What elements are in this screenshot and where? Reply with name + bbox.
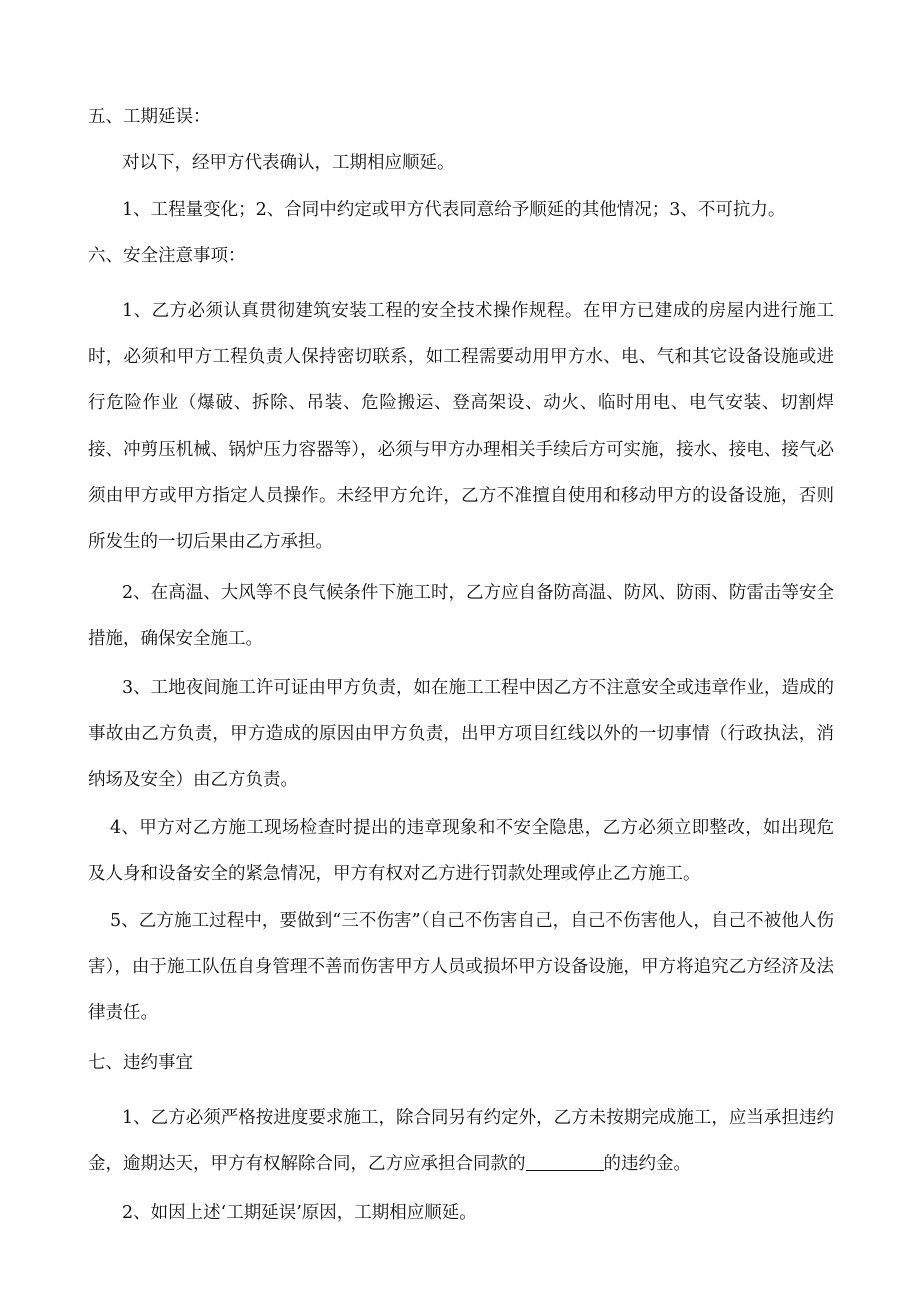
section6-item4: 4、甲方对乙方施工现场检查时提出的违章现象和不安全隐患，乙方必须立即整改，如出现危及人身和设备安全的紧急情况，甲方有权对乙方进行罚款处理或停止乙方施工。	[88, 818, 834, 885]
section6-item5: 5、乙方施工过程中，要做到“三不伤害”（自己不伤害自己，自己不伤害他人，自己不被他人伤害），由于施工队伍自身管理不善而伤害甲方人员或损坏甲方设备设施，甲方将追究乙方经济及法律责任。	[88, 911, 834, 1024]
section6-item1: 1、乙方必须认真贯彻建筑安装工程的安全技术操作规程。在甲方已建成的房屋内进行施工时，必须和甲方工程负责人保持密切联系，如工程需要动用甲方水、电、气和其它设备设施或进行危险作业（爆破、拆除、吊装、危险搬运、登高架设、动火、临时用电、电气安装、切割焊接、冲剪压机械、锅炉压力容器等），必须与甲方办理相关手续后方可实施，接水、接电、接气必须由甲方或甲方指定人员操作。未经甲方允许，乙方不准擅自使用和移动甲方的设备设施，否则所发生的一切后果由乙方承担。	[88, 301, 834, 553]
section7-item1-text: 1、乙方必须严格按进度要求施工，除合同另有约定外，乙方未按期完成施工，应当承担违约金，逾期达天，甲方有权解除合同，乙方应承担合同款的	[88, 1108, 834, 1175]
section7-item1	[88, 1095, 834, 1187]
section5-items: 1、工程量变化；2、合同中约定或甲方代表同意给予顺延的其他情况；3、不可抗力。	[122, 200, 786, 220]
section5-intro: 对以下，经甲方代表确认，工期相应顺延。	[122, 153, 455, 173]
fill-in-blank[interactable]	[526, 1153, 604, 1172]
section7-item2: 2、如因上述‘工期延误’原因，工期相应顺延。	[122, 1203, 477, 1223]
section6-heading: 六、安全注意事项：	[88, 246, 246, 266]
section7-item1-suffix: 的违约金。	[603, 1154, 691, 1175]
section6-item3: 3、工地夜间施工许可证由甲方负责，如在施工工程中因乙方不注意安全或违章作业，造成的事故由乙方负责，甲方造成的原因由甲方负责，出甲方项目红线以外的一切事情（行政执法，消纳场及安全）由乙方负责。	[88, 678, 834, 791]
section5-heading: 五、工期延误：	[88, 107, 211, 127]
section6-item2: 2、在高温、大风等不良气候条件下施工时，乙方应自备防高温、防风、防雨、防雷击等安全措施，确保安全施工。	[88, 583, 834, 650]
section7-heading: 七、违约事宜	[88, 1053, 193, 1073]
